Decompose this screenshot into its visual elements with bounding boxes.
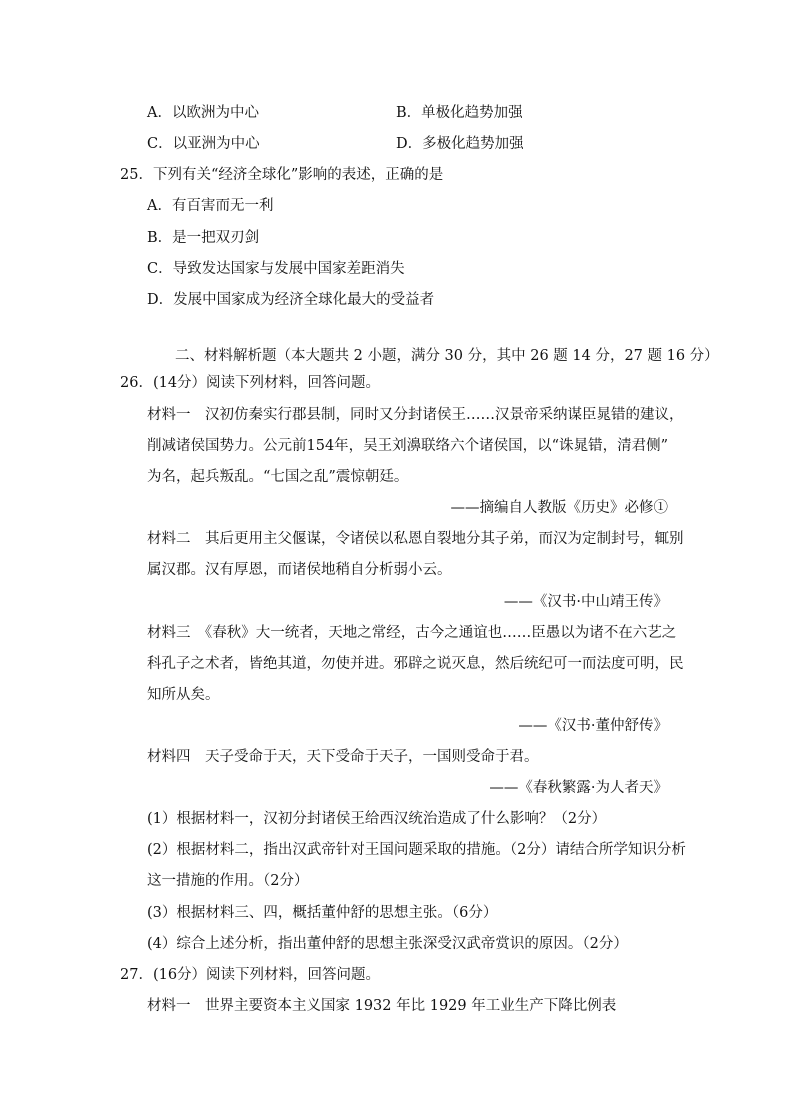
- q26-material-3-line: 科孔子之术者，皆绝其道，勿使并进。邪辟之说灭息，然后统纪可一而法度可明，民: [147, 656, 684, 672]
- q25-option-a: A．有百害而无一利: [147, 198, 274, 214]
- q27-material-1-line: 材料一 世界主要资本主义国家 1932 年比 1929 年工业生产下降比例表: [147, 998, 617, 1014]
- q24-option-c: C．以亚洲为中心: [147, 136, 260, 152]
- q25-option-d: D．发展中国家成为经济全球化最大的受益者: [147, 292, 435, 308]
- q26-material-3-line: 知所从矣。: [147, 687, 220, 703]
- q26-material-1-line: 削减诸侯国势力。公元前154年，吴王刘濞联络六个诸侯国，以“诛晁错，清君侧”: [147, 438, 668, 454]
- q26-material-3-line: 材料三 《春秋》大一统者，天地之常经，古今之通谊也……臣愚以为诸不在六艺之: [147, 625, 677, 641]
- q27-stem: 27．(16分）阅读下列材料，回答问题。: [120, 967, 381, 983]
- q25-stem: 25．下列有关“经济全球化”影响的表述，正确的是: [120, 167, 444, 183]
- q26-material-4-line: 材料四 天子受命于天，天下受命于天子，一国则受命于君。: [147, 749, 539, 765]
- q26-material-2-line: 属汉郡。汉有厚恩，而诸侯地稍自分析弱小云。: [147, 562, 452, 578]
- q25-option-b: B．是一把双刃剑: [147, 230, 260, 246]
- q26-material-1-source: ——摘编自人教版《历史》必修①: [450, 500, 668, 516]
- q26-material-3-source: ——《汉书·董仲舒传》: [518, 718, 668, 734]
- q26-subquestion-2-line: (2）根据材料二，指出汉武帝针对王国问题采取的措施。（2分）请结合所学知识分析: [147, 842, 686, 858]
- q24-option-d: D．多极化趋势加强: [396, 136, 524, 152]
- q24-option-b: B．单极化趋势加强: [396, 105, 523, 121]
- q26-material-2-source: ——《汉书·中山靖王传》: [503, 594, 668, 610]
- q26-subquestion-4: (4）综合上述分析，指出董仲舒的思想主张深受汉武帝赏识的原因。（2分）: [147, 936, 628, 952]
- q26-stem: 26．(14分）阅读下列材料，回答问题。: [120, 375, 381, 391]
- q26-subquestion-1: (1）根据材料一，汉初分封诸侯王给西汉统治造成了什么影响？（2分）: [147, 811, 607, 827]
- q25-option-c: C．导致发达国家与发展中国家差距消失: [147, 261, 405, 277]
- q26-material-1-line: 为名，起兵叛乱。“七国之乱”震惊朝廷。: [147, 469, 409, 485]
- section-title: 二、材料解析题（本大题共 2 小题，满分 30 分，其中 26 题 14 分，27 题 16 分）: [175, 348, 719, 364]
- q24-option-a: A．以欧洲为中心: [147, 105, 259, 121]
- q26-material-4-source: ——《春秋繁露·为人者天》: [489, 780, 668, 796]
- q26-material-1-line: 材料一 汉初仿秦实行郡县制，同时又分封诸侯王……汉景帝采纳谋臣晁错的建议，: [147, 407, 684, 423]
- q26-material-2-line: 材料二 其后更用主父偃谋，令诸侯以私恩自裂地分其子弟，而汉为定制封号，辄别: [147, 531, 684, 547]
- q26-subquestion-2-line: 这一措施的作用。（2分）: [147, 873, 309, 889]
- q26-subquestion-3: (3）根据材料三、四，概括董仲舒的思想主张。（6分）: [147, 905, 498, 921]
